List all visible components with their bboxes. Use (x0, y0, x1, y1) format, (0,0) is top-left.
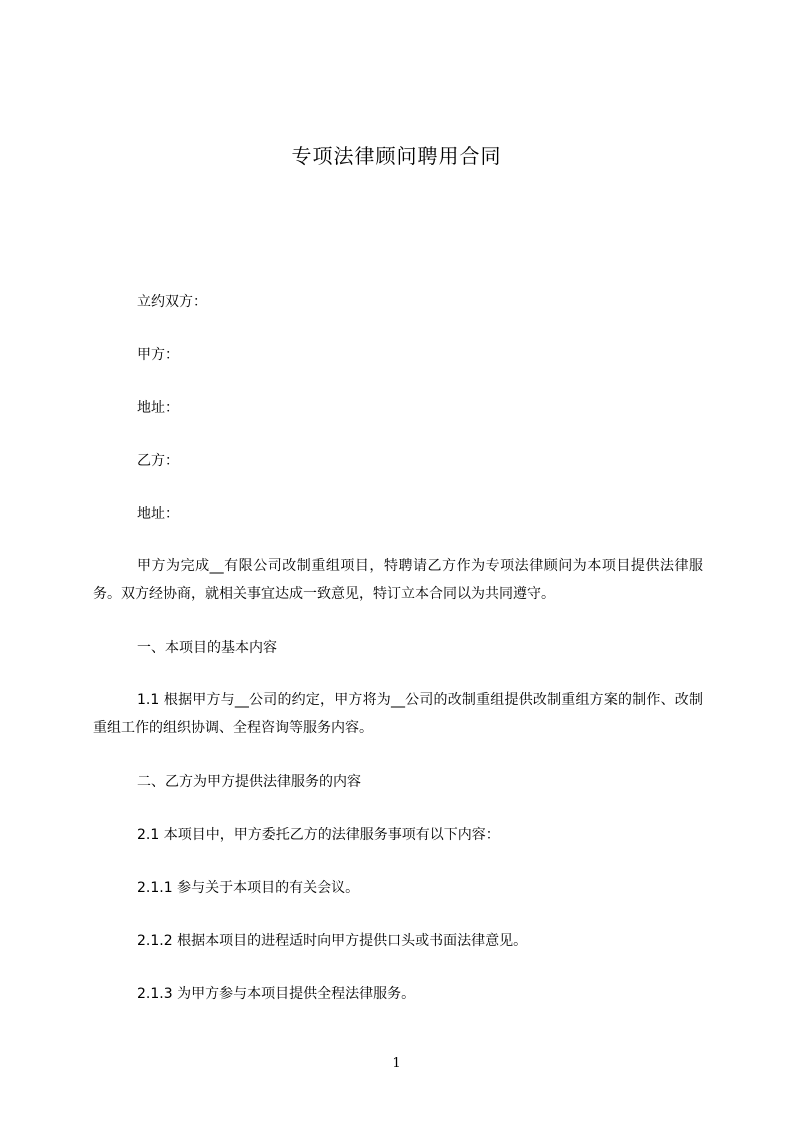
page-number: 1 (392, 1056, 401, 1071)
clause-1-1: 1.1 根据甲方与__公司的约定，甲方将为__公司的改制重组提供改制重组方案的制作、改制重组工作的组织协调、全程咨询等服务内容。 (93, 692, 703, 736)
party-b-label: 乙方： (137, 453, 179, 469)
parties-heading: 立约双方： (137, 294, 207, 310)
document-title: 专项法律顾问聘用合同 (291, 144, 502, 168)
section-2-heading: 二、乙方为甲方提供法律服务的内容 (137, 774, 361, 790)
clause-2-1: 2.1 本项目中，甲方委托乙方的法律服务事项有以下内容： (137, 827, 500, 843)
party-a-label: 甲方： (137, 347, 179, 363)
intro-paragraph: 甲方为完成__有限公司改制重组项目，特聘请乙方作为专项法律顾问为本项目提供法律服务。双方经协商，就相关事宜达成一致意见，特订立本合同以为共同遵守。 (93, 558, 703, 602)
clause-2-1-2: 2.1.2 根据本项目的进程适时向甲方提供口头或书面法律意见。 (137, 933, 528, 949)
party-a-address-label: 地址： (137, 400, 179, 416)
party-b-address-label: 地址： (137, 506, 179, 522)
clause-2-1-3: 2.1.3 为甲方参与本项目提供全程法律服务。 (137, 986, 416, 1002)
clause-2-1-1: 2.1.1 参与关于本项目的有关会议。 (137, 880, 360, 896)
section-1-heading: 一、本项目的基本内容 (137, 640, 277, 656)
